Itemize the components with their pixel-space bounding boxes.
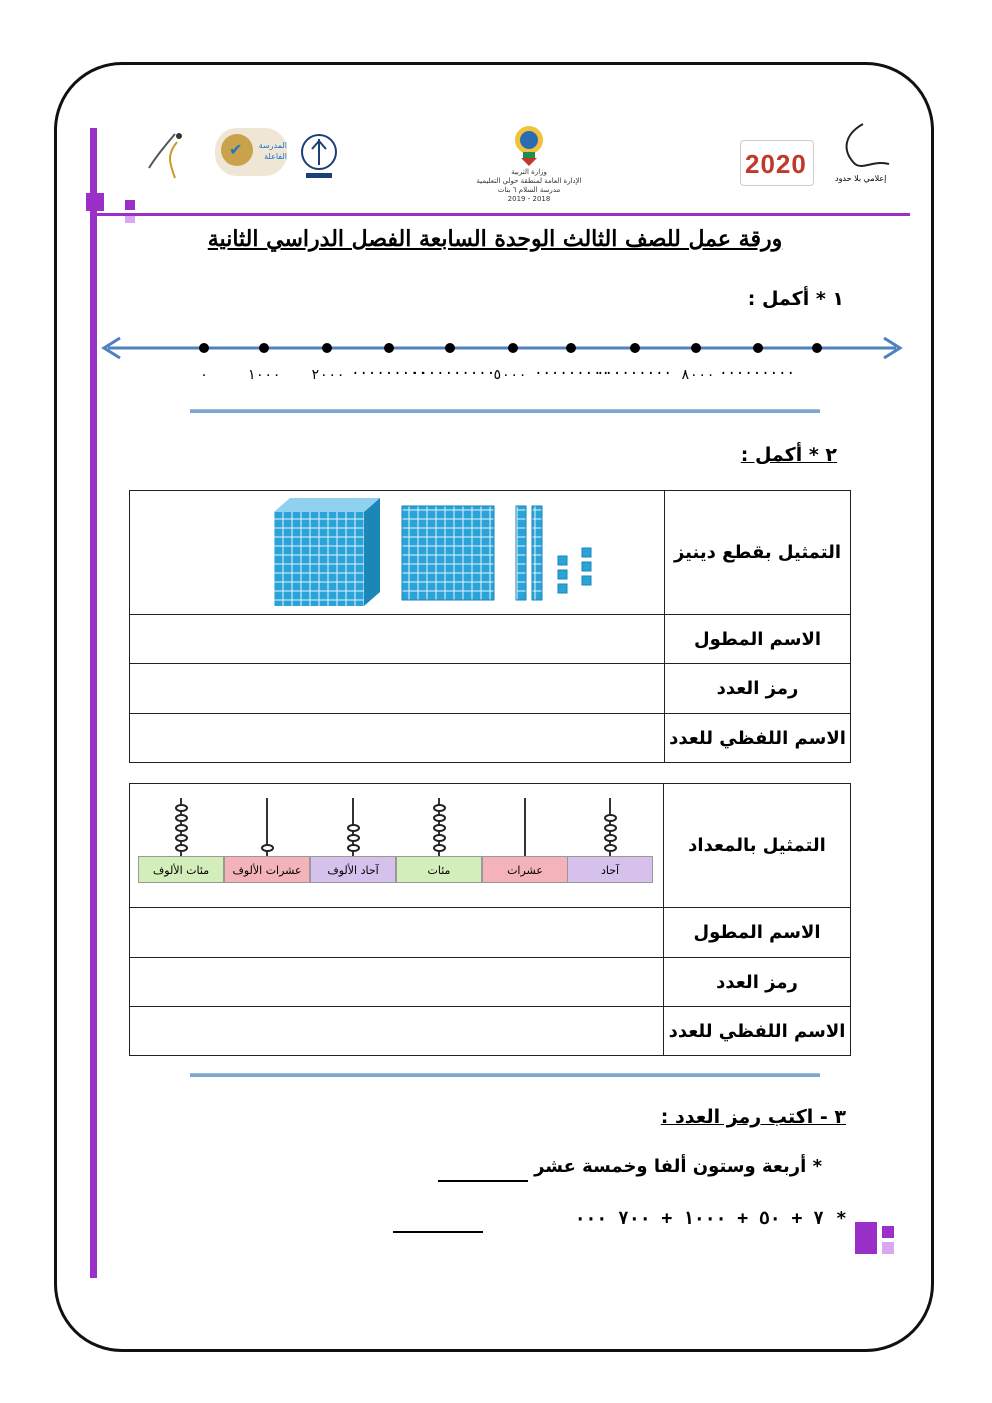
abacus-bead [433,824,446,832]
abacus-bead [604,814,617,822]
ministry-line-1: وزارة التربية [511,168,547,176]
abacus-bead [347,844,360,852]
word-name-answer[interactable] [130,714,665,763]
ministry-line-4: 2018 - 2019 [507,195,551,203]
q2-heading: ٢ * أكمل : [740,444,837,466]
q3-item-1: * أربعة وستون ألفا وخمسة عشر [534,1156,822,1177]
abacus-bead [175,824,188,832]
emblem-logo [300,133,338,185]
expanded-name-label: الاسم المطول [664,908,851,958]
section-divider [190,1073,820,1077]
word-name-label: الاسم اللفظي للعدد [665,714,851,763]
smart-school-text: المدرسة الفاعلة [258,141,287,161]
abacus-label-ten-thousands: عشرات الألوف [224,856,310,883]
abacus-bead [604,824,617,832]
abacus-row-label: التمثيل بالمعداد [664,784,851,908]
number-symbol-answer[interactable] [130,664,665,714]
q3-item-2: ٧ + ٥٠ + ١٠٠٠ + ٧٠٠ ٠٠٠ [574,1208,824,1229]
ministry-text [462,168,596,204]
left-accent-square [86,193,104,211]
q3-item-2-star: * [836,1208,846,1229]
left-accent-small [125,200,135,210]
number-line-label: ١٠٠٠ [247,367,281,383]
word-name-label: الاسم اللفظي للعدد [664,1007,851,1056]
expanded-name-answer[interactable] [130,908,664,958]
q3-answer-blank-2[interactable] [393,1231,483,1233]
abacus-label-hundred-thousands: مئات الألوف [138,856,224,883]
dienes-row-label: التمثيل بقطع دينيز [665,491,851,615]
abacus-image-cell [130,784,664,908]
expanded-name-label: الاسم المطول [665,615,851,664]
number-line [98,334,906,364]
number-line-label[interactable]: .......... [410,362,496,378]
number-line-label: ٥٠٠٠ [493,367,527,383]
number-symbol-answer[interactable] [130,958,664,1007]
dienes-table [129,490,851,763]
q3-answer-blank-1[interactable] [438,1180,528,1182]
media-tagline: إعلامي بلا حدود [835,174,887,183]
abacus-bead [347,824,360,832]
abacus-table [129,783,851,1056]
number-symbol-label: رمز العدد [665,664,851,714]
abacus-bead [433,834,446,842]
q1-heading: ١ * أكمل : [747,288,844,310]
media-logo [833,120,895,190]
ministry-line-3: مدرسة السلام ٦ بنات [497,186,561,194]
number-line-label: ٨٠٠٠ [681,367,715,383]
abacus-label-thousands: آحاد الألوف [310,856,396,883]
abacus-rod [524,798,526,856]
bottom-accent-light [882,1242,894,1254]
bottom-accent-small [882,1226,894,1238]
abacus-bead [175,804,188,812]
ministry-line-2: الإدارة العامة لمنطقة حولي التعليمية [476,177,582,185]
ministry-crest [511,124,547,166]
header-rule [90,213,910,216]
dienes-image-cell [130,491,665,615]
abacus-label-tens: عشرات [482,856,568,883]
number-line-label[interactable]: ......... [596,362,672,378]
abacus-bead [433,804,446,812]
number-line-label[interactable]: ......... [351,362,427,378]
abacus-bead [433,814,446,822]
vision-2020-badge [740,140,814,186]
number-line-label[interactable]: ......... [719,362,795,378]
page-title: ورقة عمل للصف الثالث الوحدة السابعة الفصل الدراسي الثانية [207,226,783,252]
left-purple-bar [90,128,97,1278]
abacus-bead [175,814,188,822]
abacus-bead [604,844,617,852]
section-divider [190,409,820,413]
abacus-bead [175,844,188,852]
abacus-label-ones: آحاد [567,856,653,883]
runner-logo [145,128,193,186]
dienes-blocks-image [130,492,664,614]
vision-2020-text: 2020 [745,149,807,179]
abacus-bead [175,834,188,842]
number-line-label: ٢٠٠٠ [311,367,345,383]
q3-heading: ٣ - اكتب رمز العدد : [660,1106,846,1128]
number-symbol-label: رمز العدد [664,958,851,1007]
abacus-bead [604,834,617,842]
expanded-name-answer[interactable] [130,615,665,664]
smart-school-logo: ✔ المدرسة الفاعلة [215,128,287,176]
number-line-label: ٠ [199,367,209,383]
abacus-bead [347,834,360,842]
abacus-label-hundreds: مئات [396,856,482,883]
number-line-label[interactable]: ......... [534,362,610,378]
abacus-bead [261,844,274,852]
abacus-bead [433,844,446,852]
word-name-answer[interactable] [130,1007,664,1056]
bottom-accent-square [855,1222,877,1254]
